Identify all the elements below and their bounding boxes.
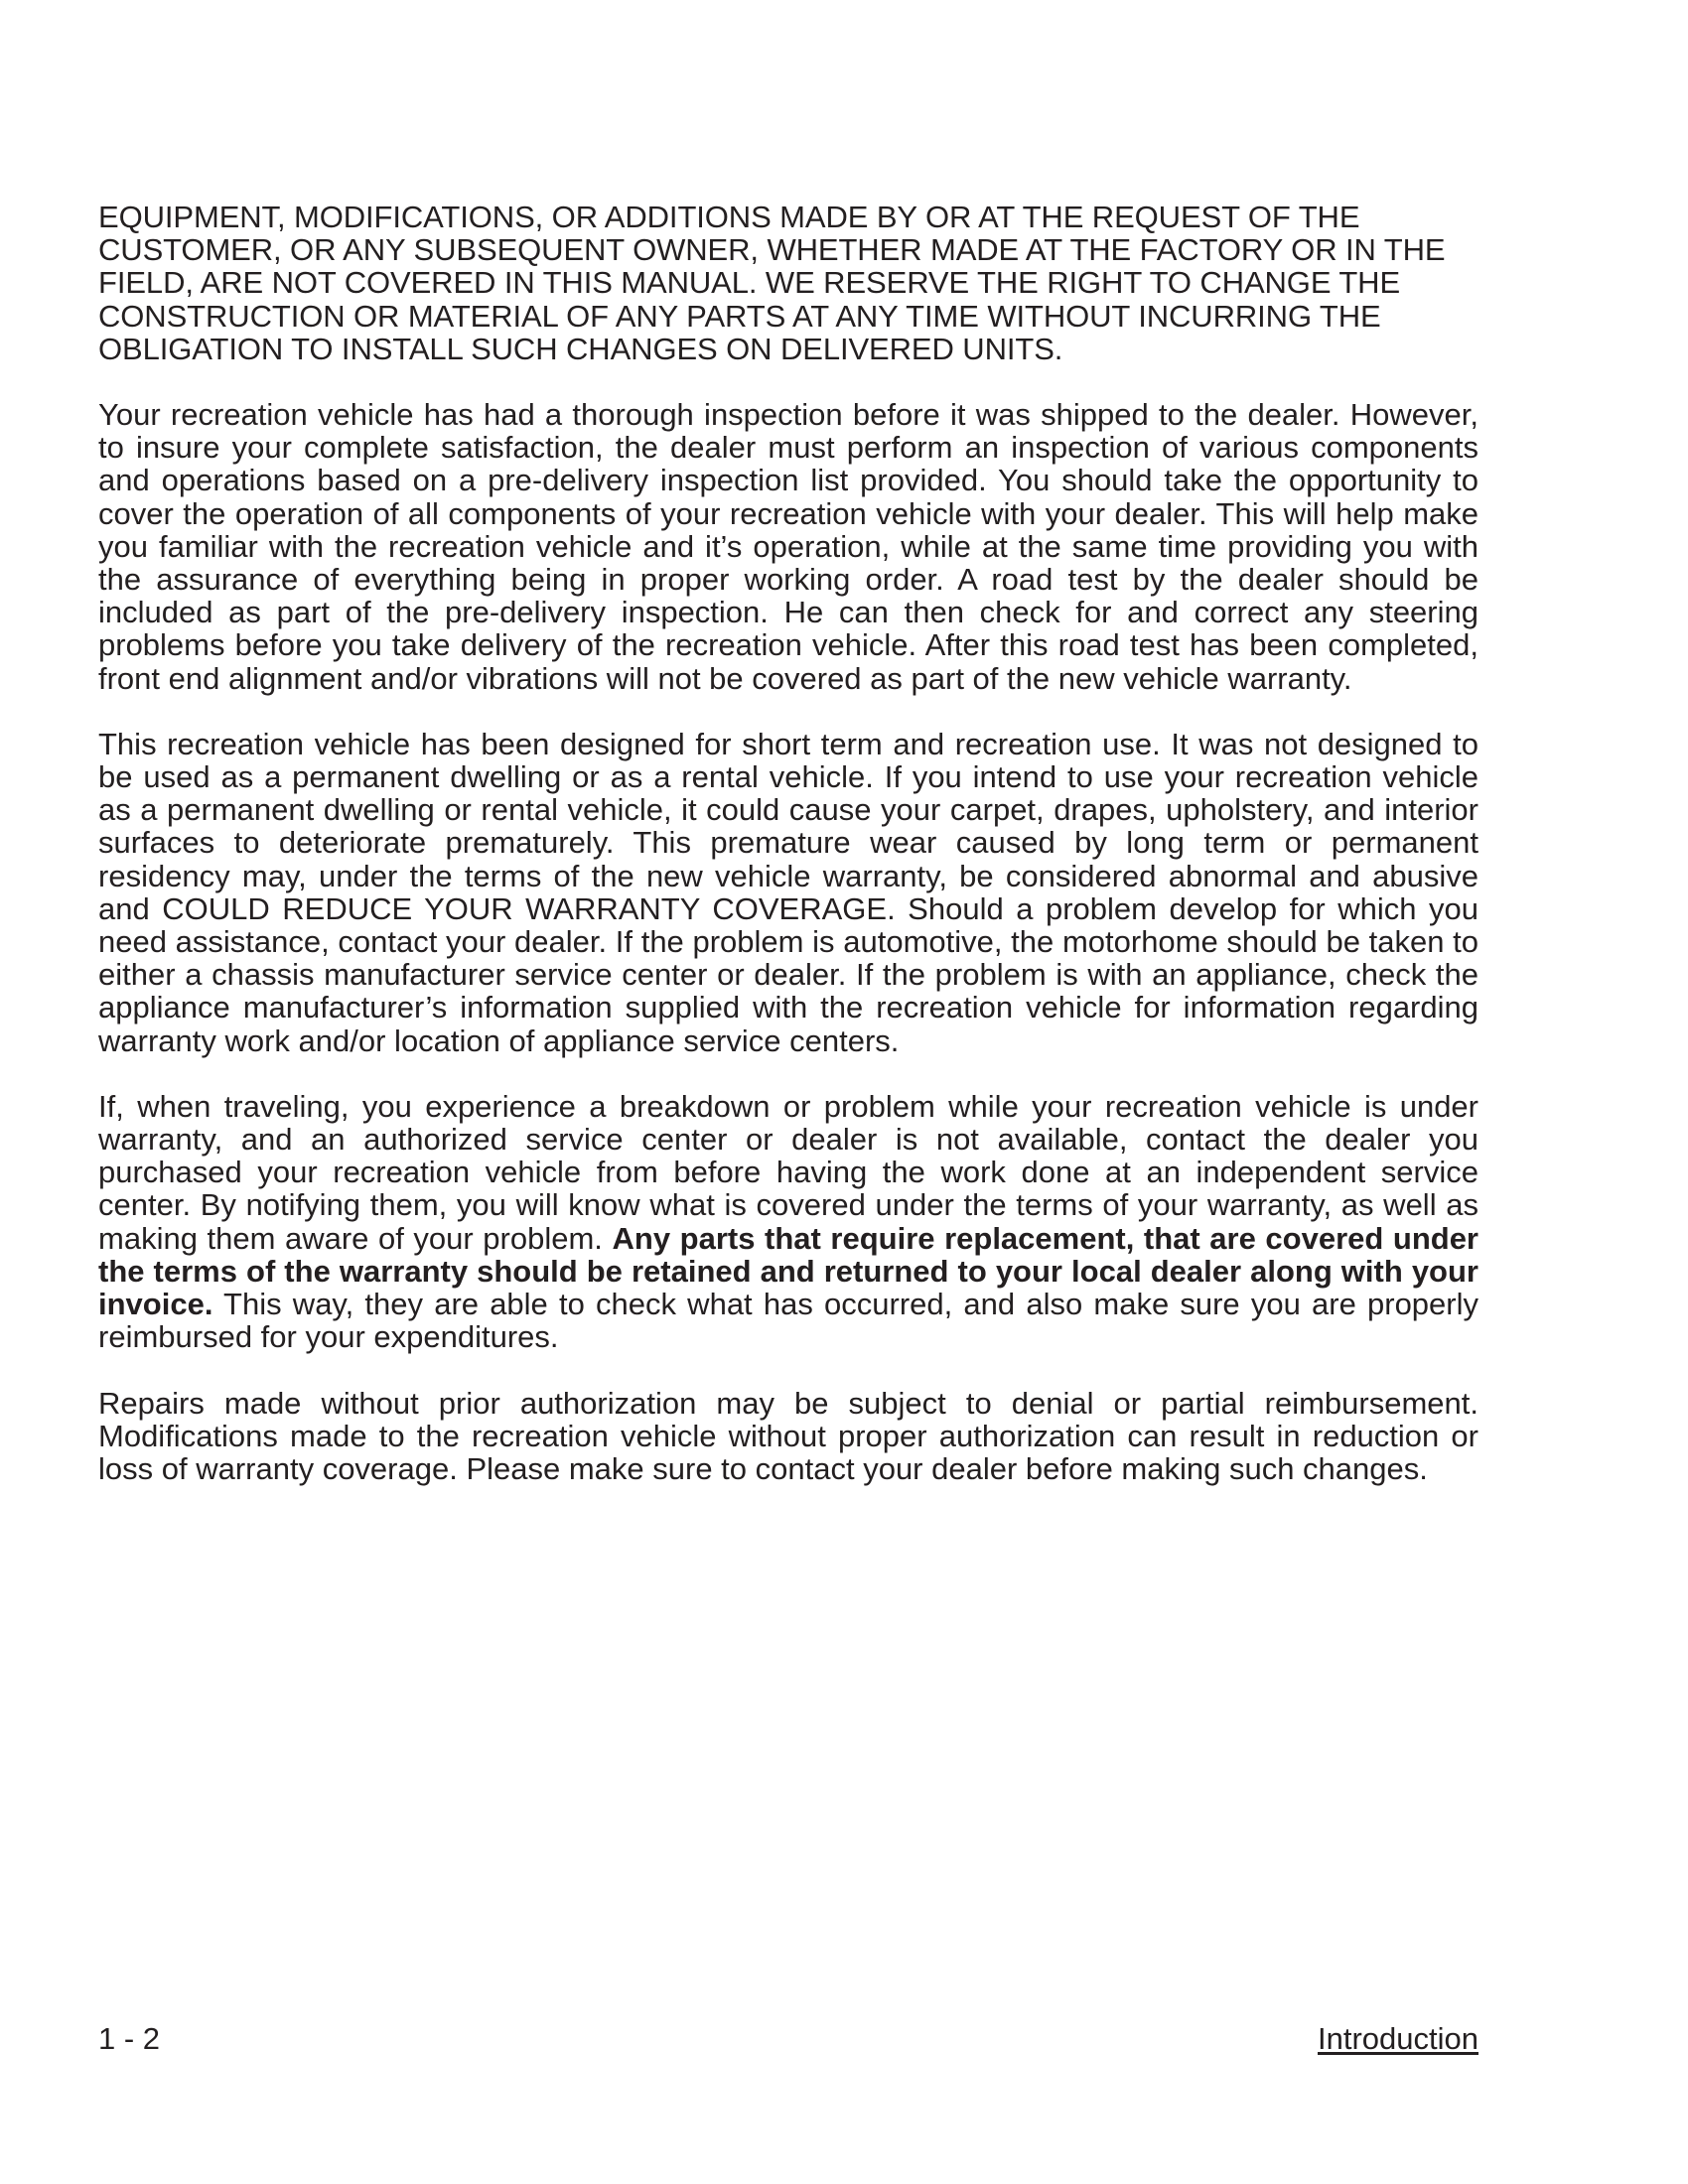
breakdown-paragraph [98, 1090, 1478, 1354]
breakdown-bold-text: Any parts that require replacement, that are covered under the terms of the warranty should be retained and returned to your local dealer along with your invoice. [98, 1220, 1478, 1322]
repairs-paragraph: Repairs made without prior authorization may be subject to denial or partial reimbursement. Modifications made to the recreation vehicle without proper authorization can result in reduction or loss of warranty coverage. Please make sure to contact your dealer before making such changes. [98, 1385, 1478, 1486]
disclaimer-paragraph: EQUIPMENT, MODIFICATIONS, OR ADDITIONS MADE BY OR AT THE REQUEST OF THE CUSTOMER, OR ANY SUBSEQUENT OWNER, WHETHER MADE AT THE FACTORY OR IN THE FIELD, ARE NOT COVERED IN THIS MANUAL. WE RESERVE THE RIGHT TO CHANGE THE CONSTRUCTION OR MATERIAL OF ANY PARTS AT ANY TIME WITHOUT INCURRING THE OBLIGATION TO INSTALL SUCH CHANGES ON DELIVERED UNITS. [98, 200, 1446, 366]
inspection-paragraph: Your recreation vehicle has had a thorough inspection before it was shipped to the dealer. However, to insure your complete satisfaction, the dealer must perform an inspection of various components and operations based on a pre-delivery inspection list provided. You should take the opportunity to cover the operation of all components of your recreation vehicle with your dealer. This will help make you familiar with the recreation vehicle and it’s operation, while at the same time providing you with the assurance of everything being in proper working order. A road test by the dealer should be included as part of the pre-delivery inspection. He can then check for and correct any steering problems before you take delivery of the recreation vehicle. After this road test has been completed, front end alignment and/or vibrations will not be covered as part of the new vehicle warranty. [98, 397, 1478, 696]
section-link[interactable]: Introduction [1318, 2021, 1478, 2056]
usage-paragraph: This recreation vehicle has been designed for short term and recreation use. It was not designed to be used as a permanent dwelling or as a rental vehicle. If you intend to use your recreation vehicle as a permanent dwelling or rental vehicle, it could cause your carpet, drapes, upholstery, and interior surfaces to deteriorate prematurely. This premature wear caused by long term or permanent residency may, under the terms of the new vehicle warranty, be considered abnormal and abusive and COULD REDUCE YOUR WARRANTY COVERAGE. Should a problem develop for which you need assistance, contact your dealer. If the problem is automotive, the motorhome should be taken to either a chassis manufacturer service center or dealer. If the problem is with an appliance, check the appliance manufacturer’s information supplied with the recreation vehicle for information regarding warranty work and/or location of appliance service centers. [98, 726, 1478, 1058]
document-body [98, 201, 1478, 1518]
page-number: 1 - 2 [98, 2021, 161, 2056]
breakdown-text-start: If, when traveling, you experience a breakdown or problem while your recreation vehicle is under warranty, and an authorized service center or dealer is not available, contact the dealer you purchased your recreation vehicle from before having the work done at an independent service center. By notifying them, you will know what is covered under the terms of your warranty, as well as making them aware of your problem. [98, 1088, 1478, 1256]
breakdown-text-end: This way, they are able to check what has occurred, and also make sure you are properly reimbursed for your expenditures. [98, 1287, 1478, 1355]
